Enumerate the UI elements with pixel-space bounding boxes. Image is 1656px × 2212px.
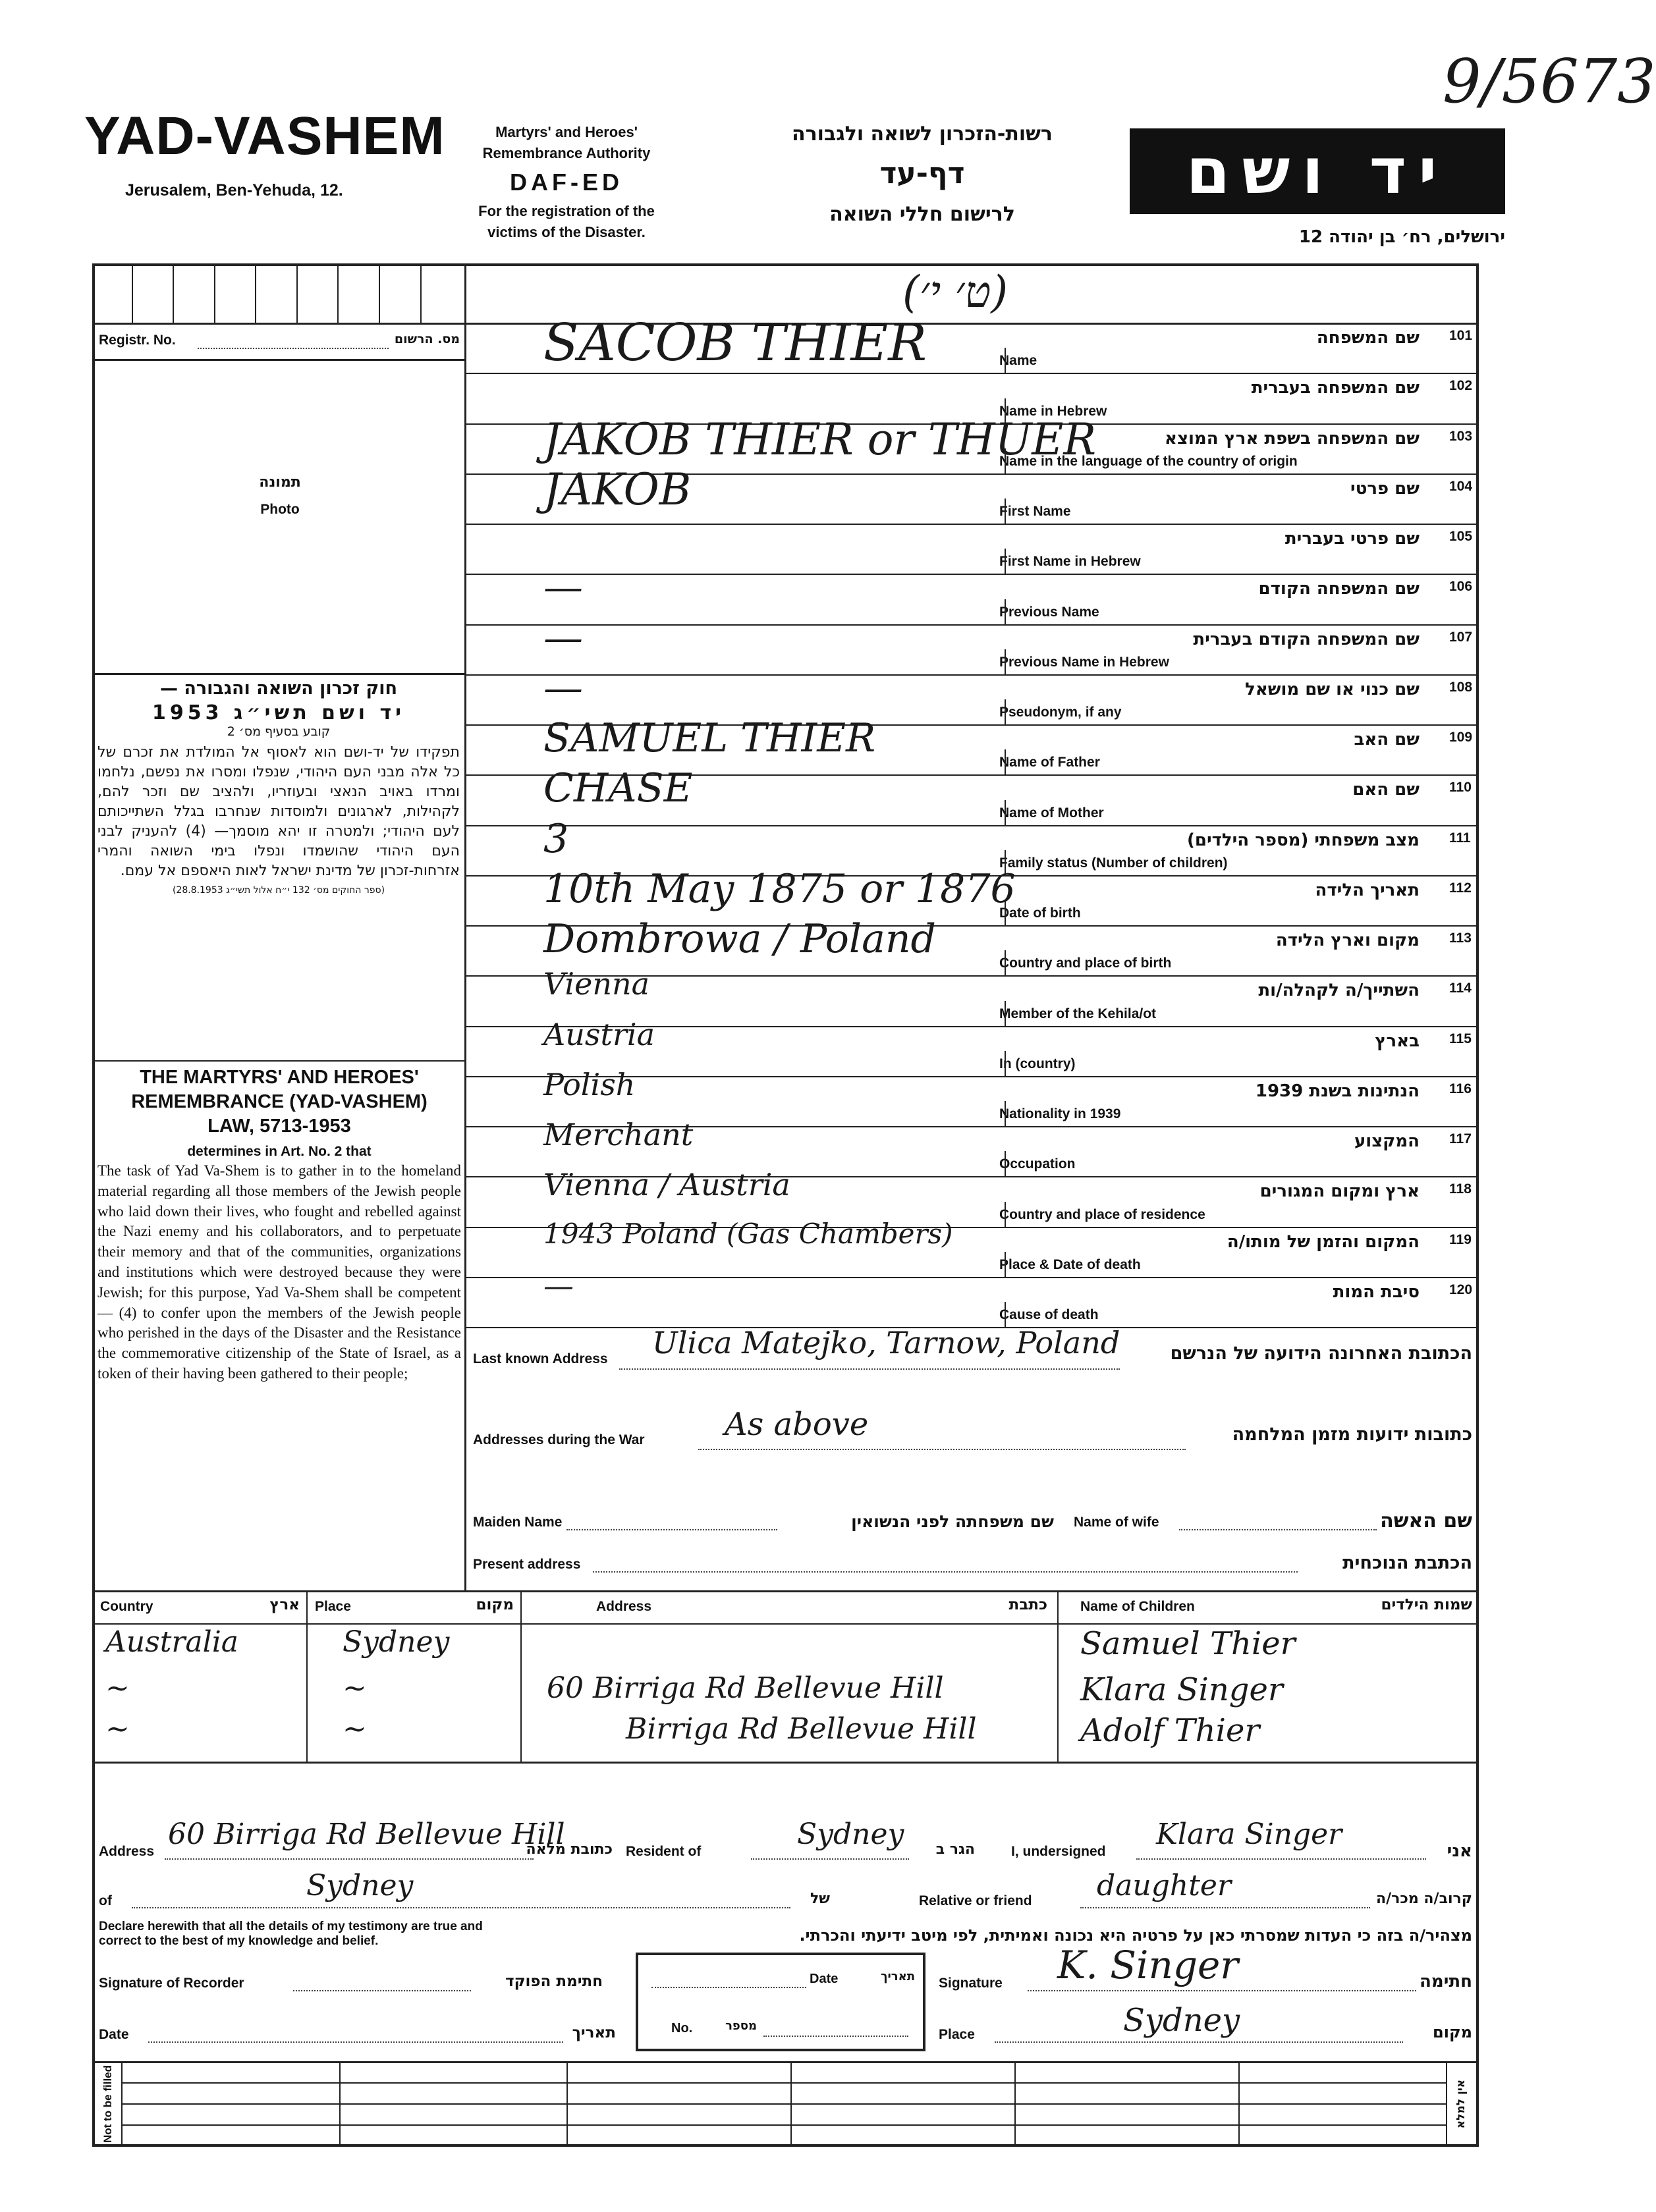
form-name: DAF-ED <box>510 169 623 196</box>
law-heb-ref: (ספר החוקים מס׳ 132 י״ח אלול תשי״ג 28.8.1953) <box>172 885 385 896</box>
place-value[interactable]: Sydney <box>1123 2002 1240 2039</box>
photo-heb: תמונה <box>259 474 301 491</box>
field-label-en: Previous Name in Hebrew <box>999 654 1169 670</box>
signature-heb: חתימה <box>1420 1972 1472 1991</box>
photo-label: Photo <box>260 502 300 517</box>
field-number: 103 <box>1449 428 1473 444</box>
col-children: Name of Children <box>1080 1599 1195 1614</box>
field-number: 115 <box>1449 1031 1472 1046</box>
field-value[interactable]: Vienna / Austria <box>543 1167 790 1203</box>
signature-recorder-heb: חתימת הפוקד <box>505 1973 603 1990</box>
org-name: YAD-VASHEM <box>84 106 445 166</box>
field-label-en: Name of Father <box>999 755 1100 770</box>
field-label-heb: מצב משפחתי (מספר הילדים) <box>1186 830 1420 850</box>
field-label-en: Occupation <box>999 1156 1076 1172</box>
field-label-en: Country and place of birth <box>999 956 1172 971</box>
stamp-no-label: No. <box>671 2021 693 2036</box>
registr-label: Registr. No. <box>99 333 176 348</box>
decl-undersigned-value[interactable]: Klara Singer <box>1156 1818 1342 1851</box>
field-value[interactable]: JAKOB <box>543 464 692 515</box>
field-label-en: Country and place of residence <box>999 1206 1205 1222</box>
child-place[interactable]: ~ <box>343 1712 367 1746</box>
signature-value[interactable]: K. Singer <box>1057 1943 1239 1987</box>
col-place: Place <box>315 1599 351 1614</box>
field-value[interactable]: 1943 Poland (Gas Chambers) <box>543 1217 953 1250</box>
col-address: Address <box>596 1599 652 1614</box>
decl-resident-label: Resident of <box>626 1844 702 1859</box>
present-heb: הכתבת הנוכחית <box>1342 1553 1472 1573</box>
maiden-heb: שם משפחתה לפני הנשואין <box>851 1512 1054 1531</box>
field-label-en: Name of Mother <box>999 805 1104 821</box>
law-heb-body: תפקידו של יד-ושם הוא לאסוף אל המולדת את זכרם של כל אלה מבני העם היהודי, שנפלו ומסרו את נפשם, נלחמו ומרדו באויב הנאצי ובעוזריו, ולהציב שם וזכר להם, לקהילות, לארגונים ולמוסדות שנחרבו בגלל השתייכותם לעם היהודי; ולמטרה זו יהא מוסמך— (4) להעניק לבני העם היהודי שהושמדו ונפלו בימי השואה והמרי אזרחות-זכרון של מדינת ישראל לאות היאספם אל עמם. <box>97 744 460 879</box>
field-label-en: Cause of death <box>999 1307 1099 1322</box>
field-label-heb: הנתינות בשנת 1939 <box>1255 1081 1420 1101</box>
field-label-en: In (country) <box>999 1056 1076 1071</box>
field-label-heb: שם האב <box>1354 730 1420 749</box>
field-number: 113 <box>1449 931 1472 946</box>
law-heb-subtitle: יד ושם תשי״ג 1953 <box>152 701 405 724</box>
decl-address-value[interactable]: 60 Birriga Rd Bellevue Hill <box>168 1818 565 1851</box>
field-label-heb: תאריך הלידה <box>1315 880 1420 900</box>
field-number: 109 <box>1449 730 1473 745</box>
field-label-en: Name in the language of the country of origin <box>999 453 1298 469</box>
field-value[interactable]: Vienna <box>543 966 650 1002</box>
heb-address: ירושלים, רח׳ בן יהודה 12 <box>1298 227 1505 247</box>
field-number: 104 <box>1449 478 1473 494</box>
decl-of-label: of <box>99 1893 112 1908</box>
declare-heb: מצהיר/ה בזה כי העדות שמסרתי כאן על פרטיה היא נכונה ואמיתית, לפי מיטב ידיעתי והכרתי. <box>799 1926 1472 1945</box>
field-label-heb: שם המשפחה הקודם בעברית <box>1193 629 1420 649</box>
wife-label: Name of wife <box>1074 1515 1159 1530</box>
decl-relative-heb: קרוב/ה מכר/ה <box>1376 1891 1472 1907</box>
field-row-120 <box>464 1267 1479 1327</box>
last-address-value[interactable]: Ulica Matejko, Tarnow, Poland <box>652 1325 1120 1361</box>
place-heb: מקום <box>1433 2023 1472 2041</box>
purpose-line1: For the registration of the <box>478 203 655 219</box>
law-heb-title: חוק זכרון השואה והגבורה — <box>159 678 398 699</box>
place-label: Place <box>939 2027 975 2042</box>
field-value[interactable]: — <box>543 564 583 611</box>
field-number: 106 <box>1449 579 1473 595</box>
field-label-heb: ארץ ומקום המגורים <box>1259 1181 1420 1202</box>
field-number: 118 <box>1449 1181 1472 1197</box>
law-en-title2: REMEMBRANCE (YAD-VASHEM) <box>131 1091 428 1112</box>
field-value[interactable]: SAMUEL THIER <box>543 715 876 761</box>
file-number: 9/5673 <box>1443 46 1656 117</box>
field-label-heb: שם המשפחה בעברית <box>1251 378 1420 398</box>
field-number: 107 <box>1449 629 1473 645</box>
field-label-heb: שם פרטי בעברית <box>1284 529 1420 549</box>
date-heb: תאריך <box>572 2024 616 2041</box>
not-filled-heb-cell: אין למלא <box>1454 2079 1468 2129</box>
authority-line2: Remembrance Authority <box>482 145 651 161</box>
field-label-en: Place & Date of death <box>999 1256 1141 1272</box>
field-label-en: First Name in Hebrew <box>999 554 1141 570</box>
signature-label: Signature <box>939 1976 1003 1991</box>
field-value[interactable]: — <box>543 614 583 661</box>
field-value[interactable]: SACOB THIER <box>543 313 927 373</box>
field-value[interactable]: 10th May 1875 or 1876 <box>543 865 1016 912</box>
field-label-heb: שם המשפחה הקודם <box>1258 579 1420 599</box>
child-place[interactable]: Sydney <box>343 1625 450 1659</box>
field-label-en: Previous Name <box>999 604 1099 620</box>
col-country: Country <box>100 1599 153 1614</box>
col-address-heb: כתבת <box>1008 1596 1047 1613</box>
field-label-heb: מקום וארץ הלידה <box>1275 931 1420 950</box>
signature-recorder-label: Signature of Recorder <box>99 1976 244 1991</box>
field-number: 120 <box>1449 1281 1473 1297</box>
field-value[interactable]: Polish <box>543 1066 636 1102</box>
field-value[interactable]: JAKOB THIER or THUER <box>543 414 1097 465</box>
stamp-date-heb: תאריך <box>881 1970 915 1983</box>
decl-resident-heb: הגר ב <box>935 1841 975 1858</box>
field-value[interactable]: CHASE <box>543 765 693 812</box>
field-number: 102 <box>1449 378 1473 394</box>
wife-heb: שם האשה <box>1380 1509 1472 1532</box>
heb-form-name: דף-עד <box>879 157 965 190</box>
field-label-heb: שם האם <box>1352 780 1420 800</box>
law-en-title1: THE MARTYRS' AND HEROES' <box>140 1067 419 1088</box>
col-place-heb: מקום <box>476 1596 514 1613</box>
field-label-heb: המקצוע <box>1354 1131 1420 1151</box>
decl-address-heb: כתובת מלאה <box>526 1841 613 1858</box>
field-number: 108 <box>1449 679 1473 695</box>
law-heb-section: קובע בסעיף מס׳ 2 <box>227 724 331 739</box>
field-label-en: Name <box>999 353 1037 369</box>
stamp-no-heb: מספר <box>725 2019 757 2033</box>
registr-heb: מס. הרשום <box>394 332 460 346</box>
field-row-110 <box>464 765 1479 824</box>
field-value[interactable]: Merchant <box>543 1117 694 1152</box>
field-number: 117 <box>1449 1131 1472 1146</box>
office-stamp-box <box>636 1953 925 2051</box>
top-annotation: (ט׳ י׳) <box>902 267 1008 317</box>
field-label-heb: שם המשפחה <box>1316 328 1420 348</box>
authority-line1: Martyrs' and Heroes' <box>495 124 638 140</box>
field-row-104 <box>464 464 1479 524</box>
not-filled-label-cell: Not to be filled <box>101 2064 115 2144</box>
war-address-heb: כתובות ידועות מזמן המלחמה <box>1232 1424 1472 1445</box>
decl-of-heb: של <box>810 1891 830 1907</box>
field-number: 101 <box>1449 328 1473 343</box>
field-row-105 <box>464 524 1479 574</box>
field-row-106 <box>464 564 1479 624</box>
field-label-heb: המקום והזמן של מותו/ה <box>1227 1231 1420 1252</box>
field-label-en: First Name <box>999 504 1071 519</box>
child-name[interactable]: Klara Singer <box>1080 1671 1283 1708</box>
field-number: 105 <box>1449 529 1473 544</box>
child-name[interactable]: Adolf Thier <box>1080 1712 1260 1749</box>
org-address: Jerusalem, Ben-Yehuda, 12. <box>125 181 343 200</box>
law-english-block <box>97 1067 461 1384</box>
col-country-heb: ארץ <box>269 1596 300 1613</box>
field-value[interactable]: Austria <box>543 1016 655 1052</box>
decl-undersigned-heb: אני <box>1447 1841 1472 1861</box>
field-value[interactable]: Dombrowa / Poland <box>543 916 936 962</box>
field-label-heb: שם כנוי או שם מושאל <box>1245 679 1420 699</box>
war-address-label: Addresses during the War <box>473 1432 645 1447</box>
field-label-en: Member of the Kehila/ot <box>999 1006 1157 1021</box>
field-number: 116 <box>1449 1081 1472 1096</box>
present-label: Present address <box>473 1557 581 1572</box>
child-address[interactable]: 60 Birriga Rd Bellevue Hill <box>547 1671 944 1705</box>
field-row-119 <box>464 1217 1479 1277</box>
field-label-heb: שם המשפחה בשפת ארץ המוצא <box>1165 428 1420 448</box>
field-number: 119 <box>1449 1231 1472 1247</box>
decl-relative-value[interactable]: daughter <box>1097 1869 1231 1902</box>
field-label-en: Pseudonym, if any <box>999 705 1122 720</box>
law-hebrew-block <box>97 678 460 896</box>
field-label-heb: בארץ <box>1375 1031 1420 1051</box>
field-row-101 <box>464 313 1479 373</box>
field-number: 114 <box>1449 981 1472 996</box>
field-label-heb: שם פרטי <box>1350 478 1420 499</box>
child-place[interactable]: ~ <box>343 1671 367 1705</box>
child-country[interactable]: ~ <box>105 1671 130 1705</box>
field-label-en: Date of birth <box>999 905 1081 921</box>
field-label-heb: השתייך/ה לקהלה/ות <box>1258 981 1420 1001</box>
law-en-body: The task of Yad Va-Shem is to gather in to the homeland material regarding all those members of the Jewish people who laid down their lives, who fought and rebelled against the Nazi enemy and his collaborators, and to perpetuate their memory and that of the communities, organizations and institutions which were destroyed because they were Jewish; for this purpose, Yad Va-Shem shall be competent— (4) to confer upon the members of the Jewish people who perished in the days of the Disaster and the Resistance the commemorative citizenship of the State of Israel, as a token of their having been gathered to their people; <box>97 1162 461 1382</box>
date-label: Date <box>99 2027 129 2042</box>
field-number: 111 <box>1449 830 1471 846</box>
child-name[interactable]: Samuel Thier <box>1080 1625 1296 1662</box>
decl-resident-value[interactable]: Sydney <box>797 1818 904 1851</box>
declare-text: Declare herewith that all the details of my testimony are true and correct to the best of my knowledge and belief. <box>99 1920 483 1948</box>
child-address[interactable]: Birriga Rd Bellevue Hill <box>626 1712 977 1746</box>
field-value[interactable]: — <box>543 1267 574 1303</box>
field-label-en: Nationality in 1939 <box>999 1106 1121 1121</box>
decl-address-label: Address <box>99 1844 155 1859</box>
purpose-line2: victims of the Disaster. <box>487 224 646 240</box>
last-address-heb: הכתובת האחרונה הידועה של הנרשם <box>1170 1343 1472 1364</box>
war-address-value[interactable]: As above <box>725 1406 869 1443</box>
field-number: 110 <box>1449 780 1472 796</box>
heb-authority: רשות-הזכרון לשואה ולגבורה <box>792 122 1053 146</box>
field-label-en: Name in Hebrew <box>999 403 1107 419</box>
last-address-label: Last known Address <box>473 1351 608 1366</box>
field-value[interactable]: 3 <box>543 815 569 862</box>
field-label-en: Family status (Number of children) <box>999 855 1228 871</box>
stamp-date-label: Date <box>810 1972 839 1986</box>
col-children-heb: שמות הילדים <box>1381 1596 1472 1613</box>
law-en-title3: LAW, 5713-1953 <box>207 1116 351 1137</box>
heb-purpose: לרישום חללי השואה <box>829 203 1015 226</box>
field-row-107 <box>464 614 1479 674</box>
decl-relative-label: Relative or friend <box>919 1893 1032 1908</box>
decl-undersigned-label: I, undersigned <box>1011 1844 1106 1859</box>
child-country[interactable]: ~ <box>105 1712 130 1746</box>
law-en-determines: determines in Art. No. 2 that <box>187 1144 372 1159</box>
child-country[interactable]: Australia <box>105 1625 239 1659</box>
decl-of-value[interactable]: Sydney <box>306 1869 414 1902</box>
maiden-label: Maiden Name <box>473 1515 563 1530</box>
yad-vashem-logo: יד ושם <box>1130 128 1505 214</box>
field-number: 112 <box>1449 880 1472 896</box>
field-value[interactable]: — <box>543 664 583 711</box>
field-label-heb: סיבת המות <box>1333 1281 1420 1302</box>
